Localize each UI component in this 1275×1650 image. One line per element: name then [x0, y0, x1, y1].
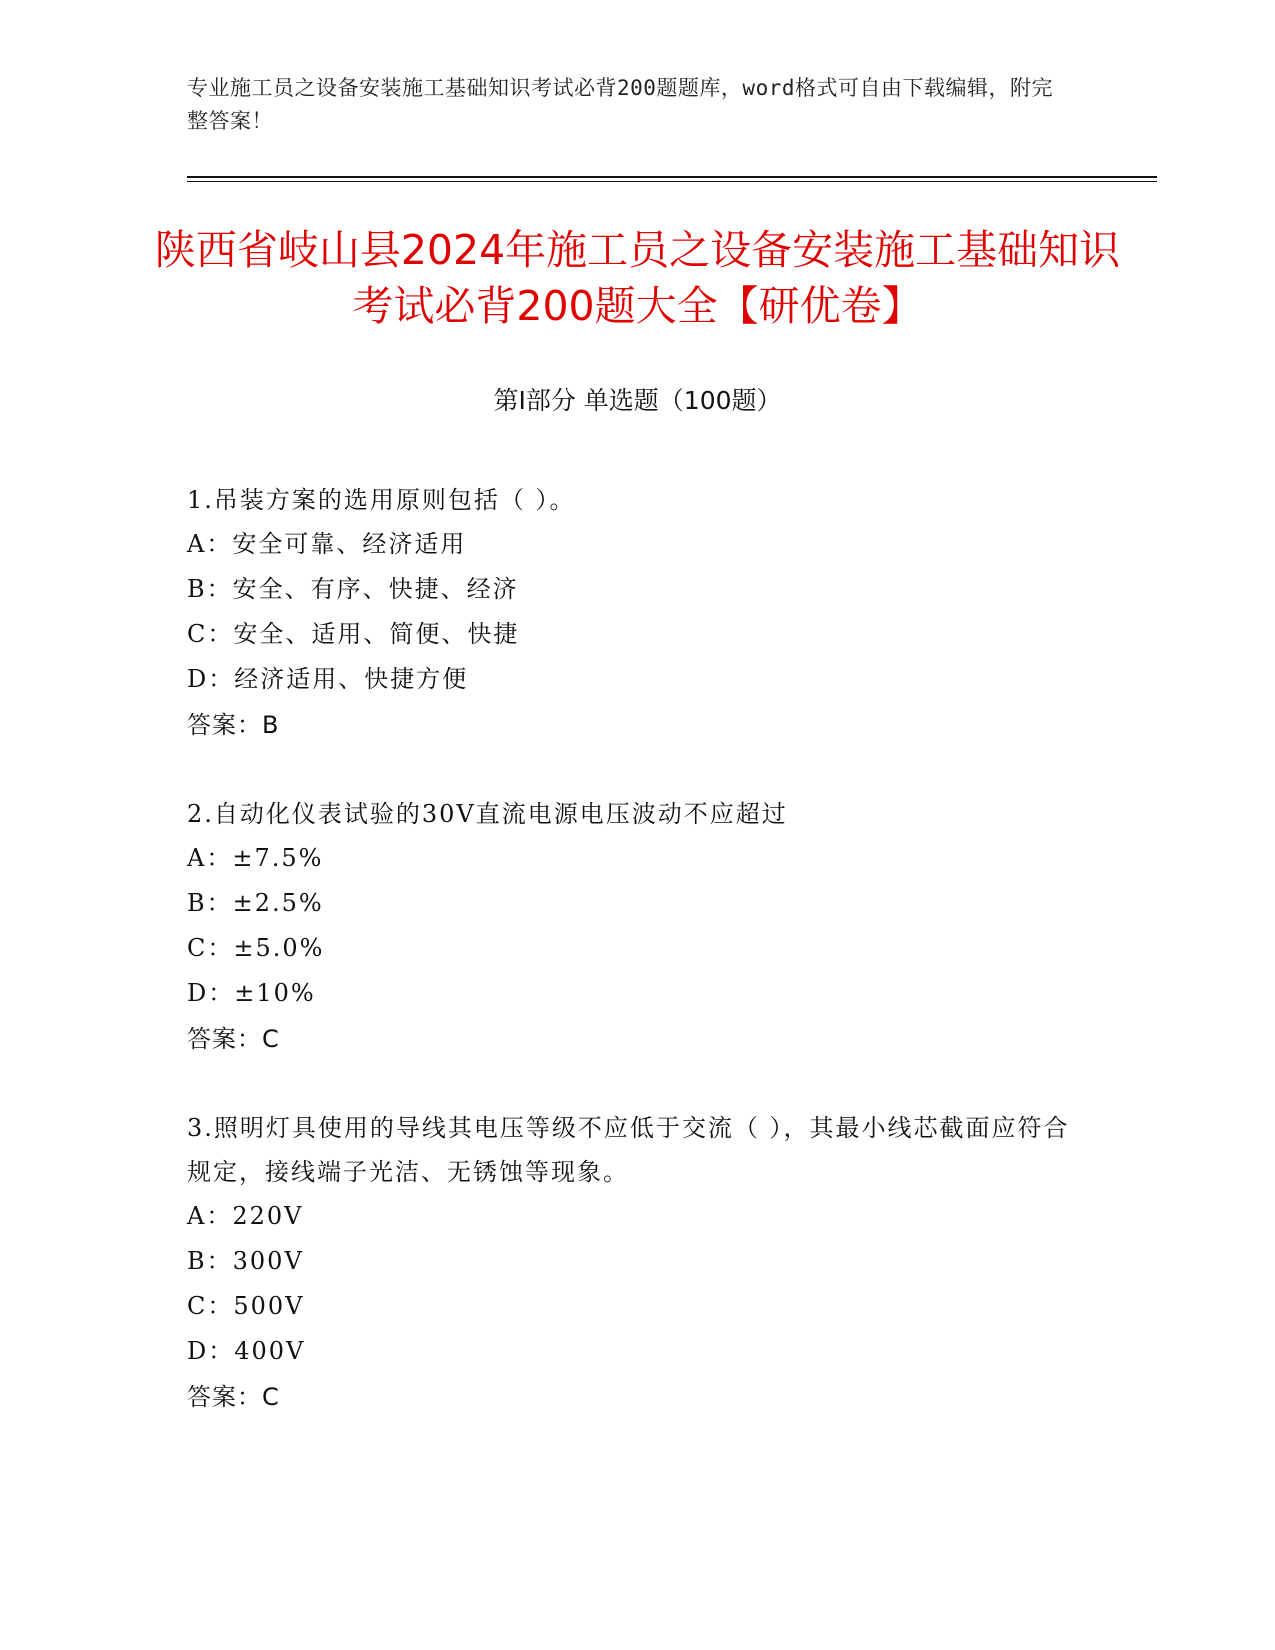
question-text: 2.自动化仪表试验的30V直流电源电压波动不应超过 — [187, 800, 788, 828]
option-d: D：±10% — [187, 979, 316, 1007]
question-list — [187, 478, 1087, 1464]
header-note: 专业施工员之设备安装施工基础知识考试必背200题题库，word格式可自由下载编辑，附完整答案！ — [187, 76, 1053, 133]
option-a: A：±7.5% — [187, 844, 324, 872]
document-title: 陕西省岐山县2024年施工员之设备安装施工基础知识考试必背200题大全【研优卷】 — [154, 226, 1121, 330]
answer: 答案：B — [187, 711, 280, 739]
option-b: B：安全、有序、快捷、经济 — [187, 575, 519, 603]
answer: 答案：C — [187, 1383, 280, 1411]
option-c: C：±5.0% — [187, 934, 325, 962]
answer: 答案：C — [187, 1025, 280, 1053]
section-title: 第Ⅰ部分 单选题（100题） — [493, 386, 782, 415]
question-1 — [187, 478, 1087, 748]
option-c: C：500V — [187, 1292, 305, 1320]
question-2 — [187, 792, 1087, 1062]
question-3 — [187, 1106, 1087, 1420]
header-rule-thick — [187, 176, 1157, 178]
option-d: D：经济适用、快捷方便 — [187, 665, 469, 693]
option-d: D：400V — [187, 1337, 306, 1365]
option-c: C：安全、适用、简便、快捷 — [187, 620, 520, 648]
option-a: A：安全可靠、经济适用 — [187, 530, 467, 558]
question-text: 1.吊装方案的选用原则包括（ ）。 — [187, 486, 576, 514]
question-text: 3.照明灯具使用的导线其电压等级不应低于交流（ ），其最小线芯截面应符合规定，接线端子光洁、无锈蚀等现象。 — [187, 1114, 1070, 1186]
option-b: B：300V — [187, 1247, 304, 1275]
option-a: A：220V — [187, 1202, 304, 1230]
option-b: B：±2.5% — [187, 889, 324, 917]
header-rule-thin — [187, 181, 1157, 182]
